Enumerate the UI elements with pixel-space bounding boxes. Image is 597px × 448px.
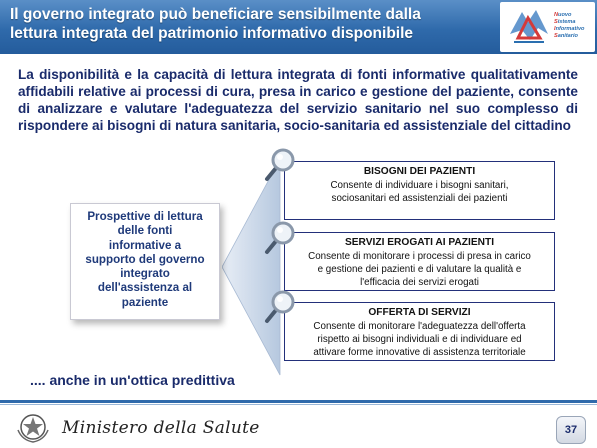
footer-divider-thin [0, 404, 597, 405]
perspectives-text: Prospettive di lettura delle fonti informative a supporto del governo integrato dell'assistenza al paziente [85, 210, 205, 309]
card-bisogni-pazienti [284, 161, 555, 220]
card-title: SERVIZI EROGATI AI PAZIENTI [344, 237, 495, 248]
magnifier-icon [264, 221, 296, 255]
card-title: BISOGNI DEI PAZIENTI [363, 166, 476, 177]
card-description: Consente di monitorare i processi di presa in carico e gestione dei pazienti e di valutare la qualità e l'efficacia dei servizi erogati [308, 251, 531, 288]
ministry-name: Ministero della Salute [62, 418, 260, 438]
nsis-logo [500, 2, 595, 52]
logo-wordmark: Nuovo Sistema Informativo Sanitario [554, 12, 585, 39]
connector-wedge [222, 157, 282, 377]
magnifier-icon [264, 290, 296, 324]
intro-paragraph: La disponibilità e la capacità di lettura integrata di fonti informative qualitativamente affidabili relative ai processi di cura, presa in carico e gestione del paziente, consente di analizzare e valutare l'adeguatezza del servizio sanitario nel suo complesso di rispondere ai bisogni di natura sanitaria, socio-sanitaria ed assistenziale del cittadino [18, 67, 578, 133]
slide-title: Il governo integrato può beneficiare sensibilmente dalla lettura integrata del patrimonio informativo disponibile [10, 6, 421, 42]
nsis-logo-icon [504, 4, 554, 50]
perspectives-box [70, 203, 220, 320]
card-servizi-erogati [284, 232, 555, 291]
card-description: Consente di individuare i bisogni sanitari, sociosanitari ed assistenziali dei pazienti [330, 180, 509, 204]
card-description: Consente di monitorare l'adeguatezza dell'offerta rispetto ai bisogni individuali e di individuare ed attivare forme innovative di assistenza territoriale [313, 321, 526, 358]
page-number: 37 [556, 416, 586, 444]
footer-divider [0, 400, 597, 403]
magnifier-icon [264, 148, 296, 182]
predictive-note: .... anche in un'ottica predittiva [30, 372, 235, 388]
italian-emblem-icon [14, 410, 52, 444]
header-bar [0, 0, 597, 54]
card-title: OFFERTA DI SERVIZI [368, 307, 471, 318]
card-offerta-servizi [284, 302, 555, 361]
